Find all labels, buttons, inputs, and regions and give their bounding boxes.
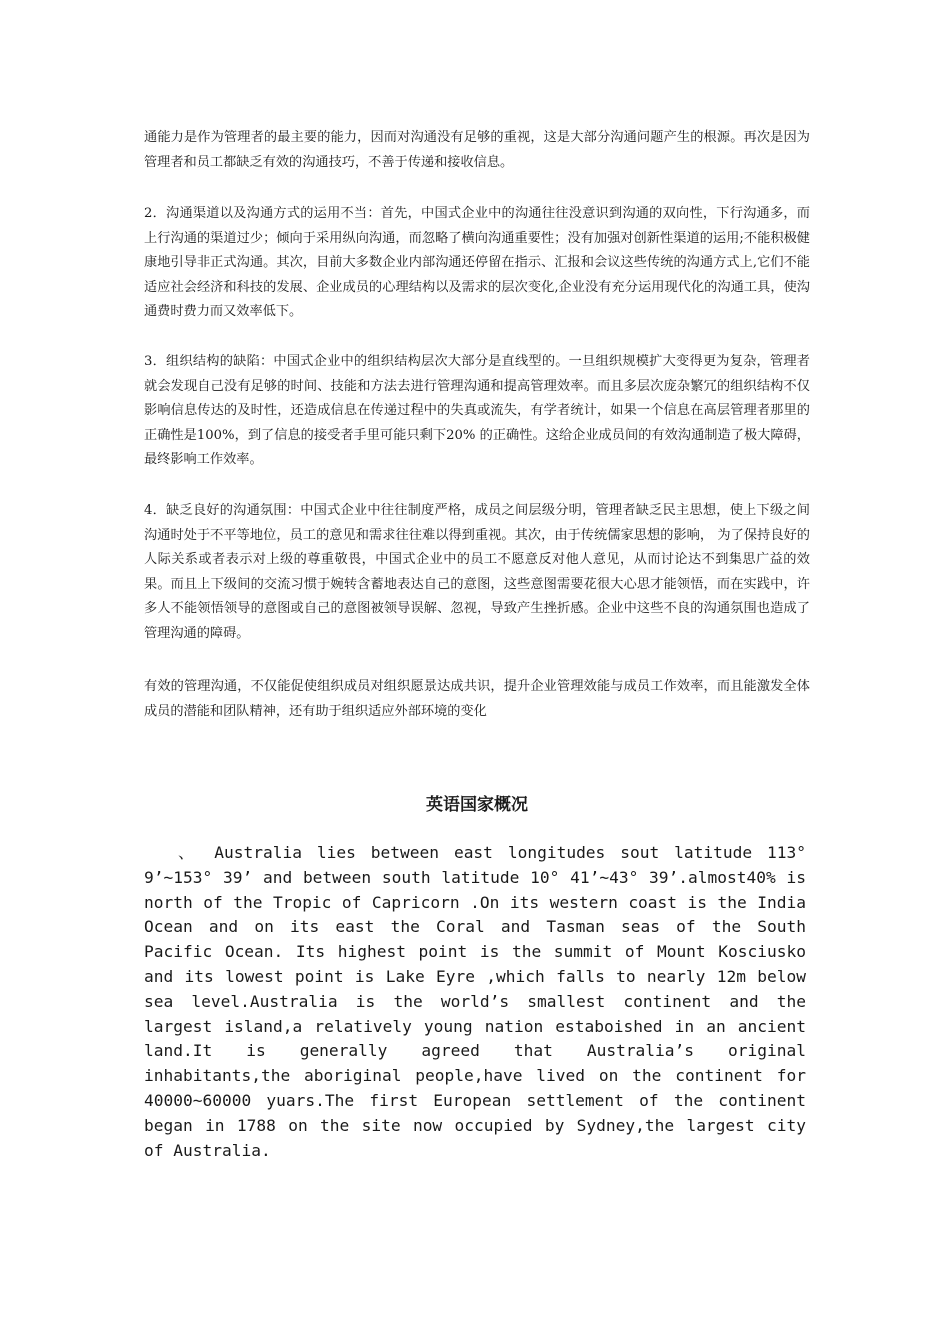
paragraph-communication-ability: 通能力是作为管理者的最主要的能力，因而对沟通没有足够的重视，这是大部分沟通问题产生的根源。再次是因为管理者和员工都缺乏有效的沟通技巧，不善于传递和接收信息。 <box>144 130 810 170</box>
paragraph-structure-defect: 3．组织结构的缺陷：中国式企业中的组织结构层次大部分是直线型的。一旦组织规模扩大变得更为复杂，管理者就会发现自己没有足够的时间、技能和方法去进行管理沟通和提高管理效率。而且多层次庞杂繁冗的组织结构不仅影响信息传达的及时性，还造成信息在传递过程中的失真或流失，有学者统计，如果一个信息在高层管理者那里的正确性是100%，到了信息的接受者手里可能只剩下20% 的正确性。这给企业成员间的有效沟通制造了极大障碍，最终影响工作效率。 <box>144 354 810 467</box>
paragraph-channel-misuse: 2．沟通渠道以及沟通方式的运用不当：首先，中国式企业中的沟通往往没意识到沟通的双向性，下行沟通多，而上行沟通的渠道过少；倾向于采用纵向沟通，而忽略了横向沟通重要性；没有加强对创新性渠道的运用;不能积极健康地引导非正式沟通。其次，目前大多数企业内部沟通还停留在指示、汇报和会议这些传统的沟通方式上,它们不能适应社会经济和科技的发展、企业成员的心理结构以及需求的层次变化,企业没有充分运用现代化的沟通工具，使沟通费时费力而又效率低下。 <box>144 206 810 319</box>
paragraph-conclusion: 有效的管理沟通，不仅能促使组织成员对组织愿景达成共识，提升企业管理效能与成员工作效率，而且能激发全体成员的潜能和团队精神，还有助于组织适应外部环境的变化 <box>144 679 810 719</box>
paragraph-atmosphere: 4．缺乏良好的沟通氛围：中国式企业中往往制度严格，成员之间层级分明，管理者缺乏民主思想，使上下级之间沟通时处于不平等地位，员工的意见和需求往往难以得到重视。其次，由于传统儒家思想的影响， 为了保持良好的人际关系或者表示对上级的尊重敬畏，中国式企业中的员工不愿意反对他人意见，从而讨论达不到集思广益的效果。而且上下级间的交流习惯于婉转含蓄地表达自己的意图，这些意图需要花很大心思才能领悟，而在实践中，许多人不能领悟领导的意图或自己的意图被领导误解、忽视，导致产生挫折感。企业中这些不良的沟通氛围也造成了管理沟通的障碍。 <box>144 503 810 641</box>
section-title: 英语国家概况 <box>426 795 528 815</box>
english-paragraph-australia: 、 Australia lies between east longitudes sout latitude 113° 9’~153° 39’ and between south latitude 10° 41’~43° 39’.almost40% is north of the Tropic of Capricorn .On its western coast is the India Ocean and on its east the Coral and Tasman seas of the South Pacific Ocean. Its highest point is the summit of Mount Kosciusko and its lowest point is Lake Eyre ,which falls to nearly 12m below sea level.Australia is the world’s smallest continent and the largest island,a relatively young nation estaboished in an ancient land.It is generally agreed that Australia’s original inhabitants,the aboriginal people,have lived on the continent for 40000~60000 yuars.The first European settlement of the continent began in 1788 on the site now occupied by Sydney,the largest city of Australia. <box>144 843 806 1160</box>
